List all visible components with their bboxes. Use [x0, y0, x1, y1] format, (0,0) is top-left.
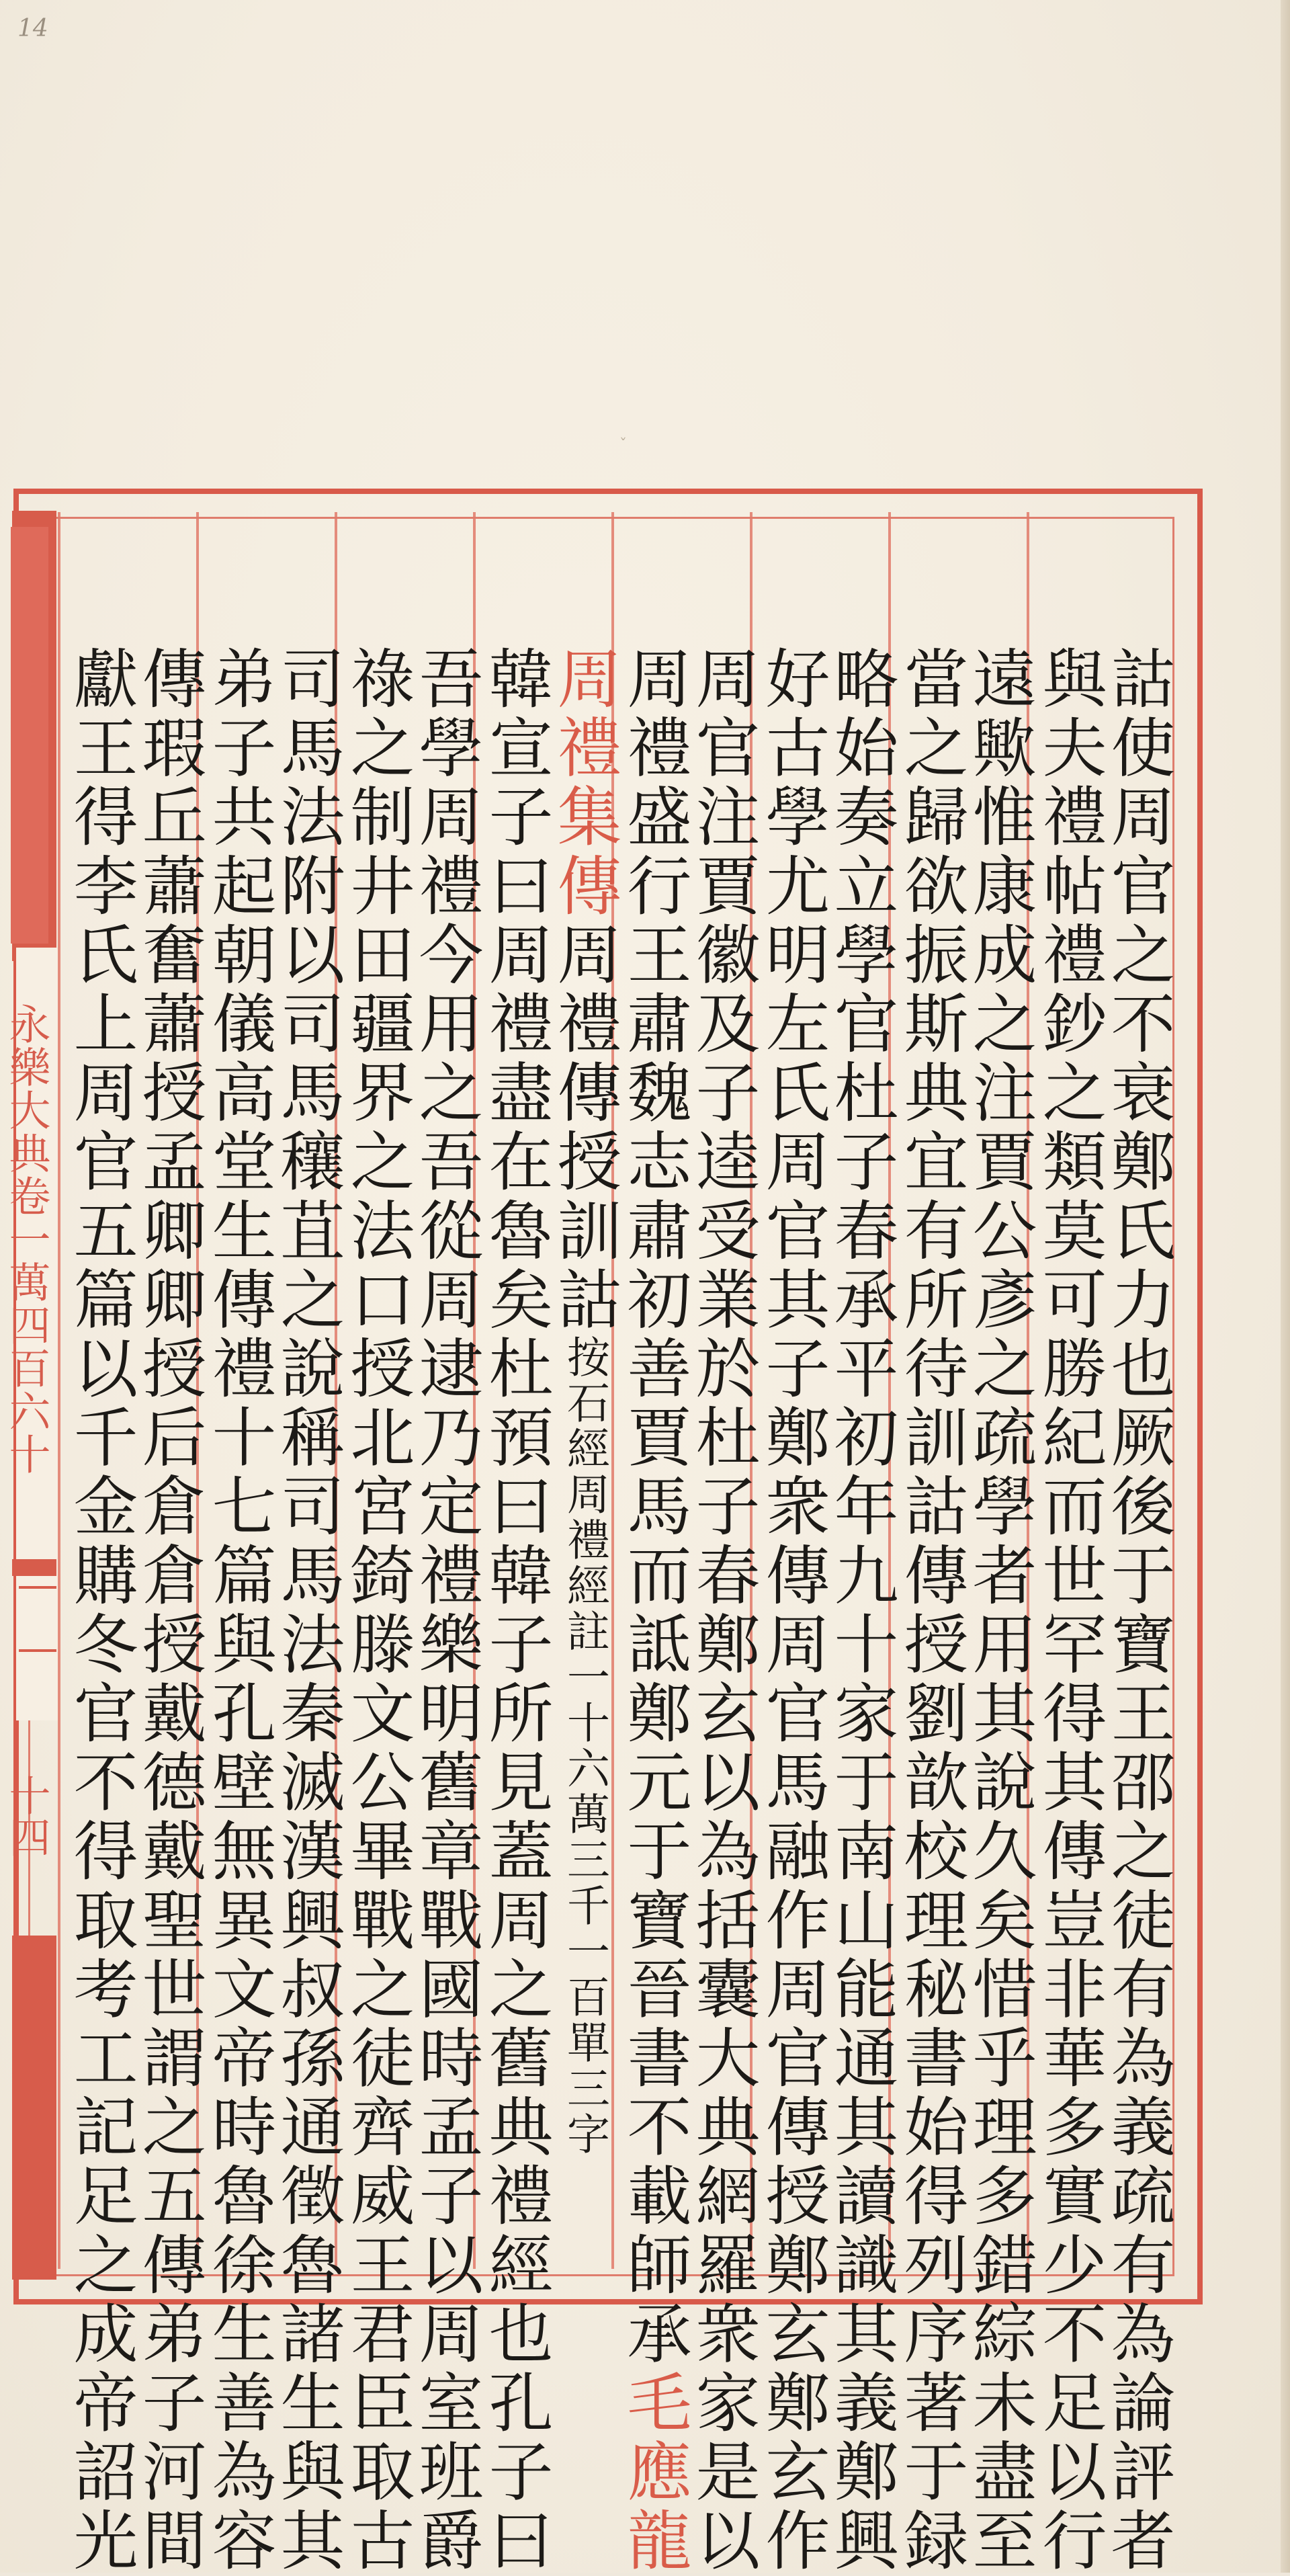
- fishtail-title: 永樂大典卷一萬四百六十: [2, 1003, 51, 1476]
- text-column-9: 周禮集傳周禮傳授訓詁按石經周禮經註一十六萬三千一百單三字: [547, 645, 622, 2158]
- fishtail-upper-band: [12, 511, 56, 961]
- folio-number: 14: [17, 15, 48, 42]
- fishtail-lower-band: [12, 1936, 56, 2280]
- fishtail-page-number: 十四: [2, 1774, 51, 1858]
- fishtail-margin: [2, 511, 56, 2278]
- interlinear-note: 按石經周禮經註一十六萬三千一百單三字: [560, 1335, 609, 2158]
- fishtail-middle-band: [12, 1559, 56, 1576]
- text-column-7: 周官注賈徽及子逵受業於杜子春鄭玄以為括囊大典網羅衆家是以: [685, 645, 761, 2576]
- text-column-3: 遠歟惟康成之注賈公彥之疏學者用其說久矣惜乎理多錯綜未盡至: [962, 645, 1037, 2576]
- author-name: 毛應龍: [617, 2369, 692, 2576]
- text-column-1: 詁使周官之不衰鄭氏力也厥後于寶王邵之徒有為義疏有為論評者: [1101, 645, 1176, 2576]
- book-title: 周禮集傳: [547, 645, 622, 921]
- text-column-5: 略始奏立學官杜子春承平初年九十家于南山能通其讀識其義鄭興: [824, 645, 899, 2576]
- text-column-2: 與夫禮帖禮鈔之類莫可勝紀而世罕得其傳豈非華多實少不足以行: [1032, 645, 1107, 2576]
- page-edge: [1281, 0, 1290, 2573]
- text-column-14: 弟子共起朝儀高堂生傳禮十七篇與孔壁無異文帝時魯徐生善為容: [202, 645, 277, 2576]
- text-column-15: 傳瑕丘蕭奮蕭授孟卿卿授后倉倉授戴德戴聖世謂之五傳弟子河間: [132, 645, 207, 2576]
- text-column-6: 好古學尤明左氏周官其子鄭衆傳周官馬融作周官傳授鄭玄鄭玄作: [755, 645, 830, 2576]
- fishtail-divider: [19, 1586, 56, 1652]
- text-column-16: 獻王得李氏上周官五篇以千金購冬官不得取考工記足之成帝詔光: [63, 645, 138, 2576]
- text-column-12: 祿之制井田疆界之法口授北宮錡滕文公畢戰之徒齊威王君臣取古: [340, 645, 415, 2576]
- paper-mark: ˇ: [619, 437, 627, 454]
- text-column-13: 司馬法附以司馬穰苴之說稱司馬法秦滅漢興叔孫通徵魯諸生與其: [270, 645, 345, 2576]
- text-column-4: 當之歸欲振斯典宜有所待訓詁傳授劉歆校理秘書始得列序著于録: [894, 645, 969, 2576]
- text-column-10: 韓宣子曰周禮盡在魯矣杜預曰韓子所見蓋周之舊典禮經也孔子曰: [478, 645, 554, 2576]
- text-column-11: 吾學周禮今用之吾從周逮乃定禮樂明舊章戰國時孟子以周室班爵: [408, 645, 484, 2576]
- text-column-8: 周禮盛行王肅魏志肅初善賈馬而詆鄭元于寶晉書不載師承毛應龍: [617, 645, 692, 2576]
